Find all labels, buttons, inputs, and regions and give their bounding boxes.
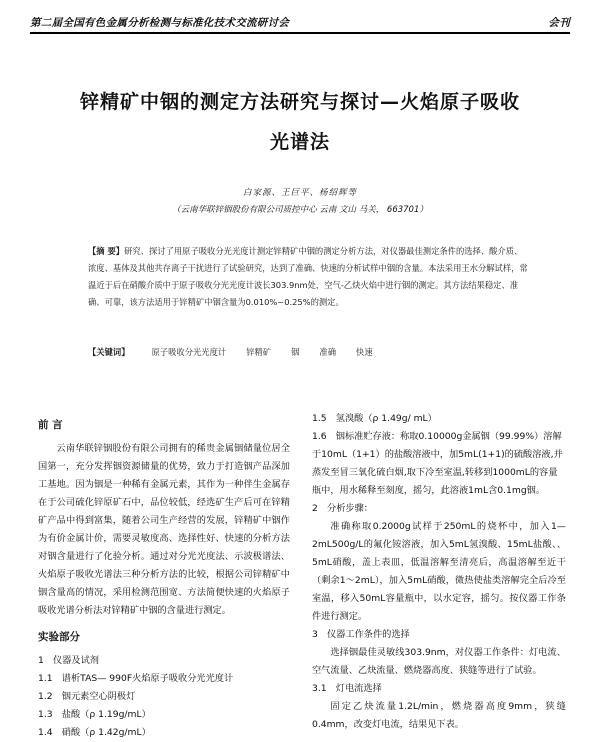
keyword: 锌精矿 bbox=[246, 347, 272, 357]
running-header bbox=[30, 6, 570, 34]
keywords bbox=[88, 346, 530, 358]
keyword: 原子吸收分光光度计 bbox=[151, 347, 227, 357]
conference-name: 第二届全国有色金属分析检测与标准化技术交流研讨会 bbox=[30, 17, 290, 29]
keyword: 铟 bbox=[291, 347, 300, 357]
instrument-conditions-heading: 3 仪器工作条件的选择 bbox=[312, 629, 410, 640]
list-item: 1.3 盐酸（ρ 1.19g/mL） bbox=[38, 709, 151, 720]
analysis-steps-heading: 2 分析步骤： bbox=[312, 503, 373, 514]
affiliation: （云南华联锌铟股份有限公司质控中心 云南 文山 马关， 663701） bbox=[172, 205, 428, 215]
intro-paragraph: 云南华联锌铟股份有限公司拥有的稀贵金属铟储量位居全国第一，充分发挥铟资源储量的优势，致力于打造铟产品深加工基地。因为铟是一种稀有金属元素，其作为一种伴生金属存在于公司硫化锌原矿石中，品位较低，经选矿生产后可在锌精矿产品中得到富集，随着公司生产经营的发展，锌精矿中铟作为有价金属计价，需要灵敏度高、选择性好、快速的分析方法对铟含量进行了化验分析。通过对分光光度法、示波极谱法、火焰原子吸收光谱法三种分析方法的比较，根据公司锌精矿中铟含量高的情况，采用检测范围宽、方法简便快速的火焰原子吸收光谱分析法对锌精矿中铟的含量进行测定。 bbox=[38, 443, 290, 616]
keyword: 准确 bbox=[319, 347, 337, 357]
header-right-label: 会刊 bbox=[548, 17, 570, 29]
authors: 白家源、王巨平、杨绍辉等 bbox=[242, 188, 357, 198]
lamp-current-text: 固定乙炔流量1.2L/min，燃烧器高度9mm，狭缝0.4mm，改变灯电流，结果见下表。 bbox=[312, 701, 566, 730]
indium-standard-solution: 1.6 铟标准贮存液：称取0.10000g金属铟（99.99%）溶解于10mL（1+1）的盐酸溶液中，加5mL(1+1)的硫酸溶液,并蒸发至冒三氧化硫白烟,取下冷至室温,转移到1000mL的容量瓶中，用水稀释至刻度，摇匀，此溶液1mL含0.1mg铟。 bbox=[312, 431, 563, 496]
paper-title bbox=[40, 82, 560, 162]
instrument-conditions-text: 选择铟最佳灵敏线303.9nm，对仪器工作条件：灯电流、空气流量、乙炔流量、燃烧器高度、狭缝等进行了试验。 bbox=[312, 647, 566, 676]
list-item: 1 仪器及试剂 bbox=[38, 655, 99, 666]
left-column bbox=[38, 416, 290, 742]
experiment-heading: 实验部分 bbox=[38, 631, 80, 643]
reagent-hbr: 1.5 氢溴酸（ρ 1.49g/ mL） bbox=[312, 413, 437, 424]
keyword: 快速 bbox=[356, 347, 373, 357]
right-column bbox=[312, 410, 566, 734]
list-item: 1.1 谱析TAS— 990F火焰原子吸收分光光度计 bbox=[38, 673, 234, 684]
abstract bbox=[88, 243, 530, 311]
lamp-current-heading: 3.1 灯电流选择 bbox=[312, 683, 382, 694]
title-line-1: 锌精矿中铟的测定方法研究与探讨—火焰原子吸收 bbox=[79, 91, 520, 113]
abstract-label: 【摘 要】 bbox=[88, 246, 125, 256]
keywords-label: 【关键词】 bbox=[88, 347, 130, 357]
analysis-steps-text: 准确称取0.2000g试样于250mL的烧杯中，加入1—2mL500g/L的氟化铵溶液，加入5mL氢溴酸、15mL盐酸、、5mL硝酸，盖上表皿，低温溶解至清亮后，高温溶解至近干（剩余1～2mL），加入5mL硝酸，微热使盐类溶解完全后冷至室温，移入50mL容量瓶中，以水定容，摇匀。按仪器工作条件进行测定。 bbox=[312, 521, 566, 622]
intro-heading: 前 言 bbox=[38, 419, 63, 431]
title-line-2: 光谱法 bbox=[269, 131, 330, 153]
list-item: 1.4 硝酸（ρ 1.42g/mL） bbox=[38, 727, 151, 738]
list-item: 1.2 铟元素空心阴极灯 bbox=[38, 691, 136, 702]
abstract-text: 研究、探讨了用原子吸收分光光度计测定锌精矿中铟的测定分析方法，对仪器最佳测定条件的选择、酸介质、浓度、基体及其他共存离子干扰进行了试验研究，达到了准确、快速的分析试样中铟的含量。本法采用王水分解试样，常温近于后在硝酸介质中于原子吸收分光光度计波长303.9nm处，空气-乙炔火焰中进行铟的测定。其方法结果稳定、准确、可靠，该方法适用于锌精矿中铟含量为0.010%~0.25%的测定。 bbox=[88, 246, 528, 307]
